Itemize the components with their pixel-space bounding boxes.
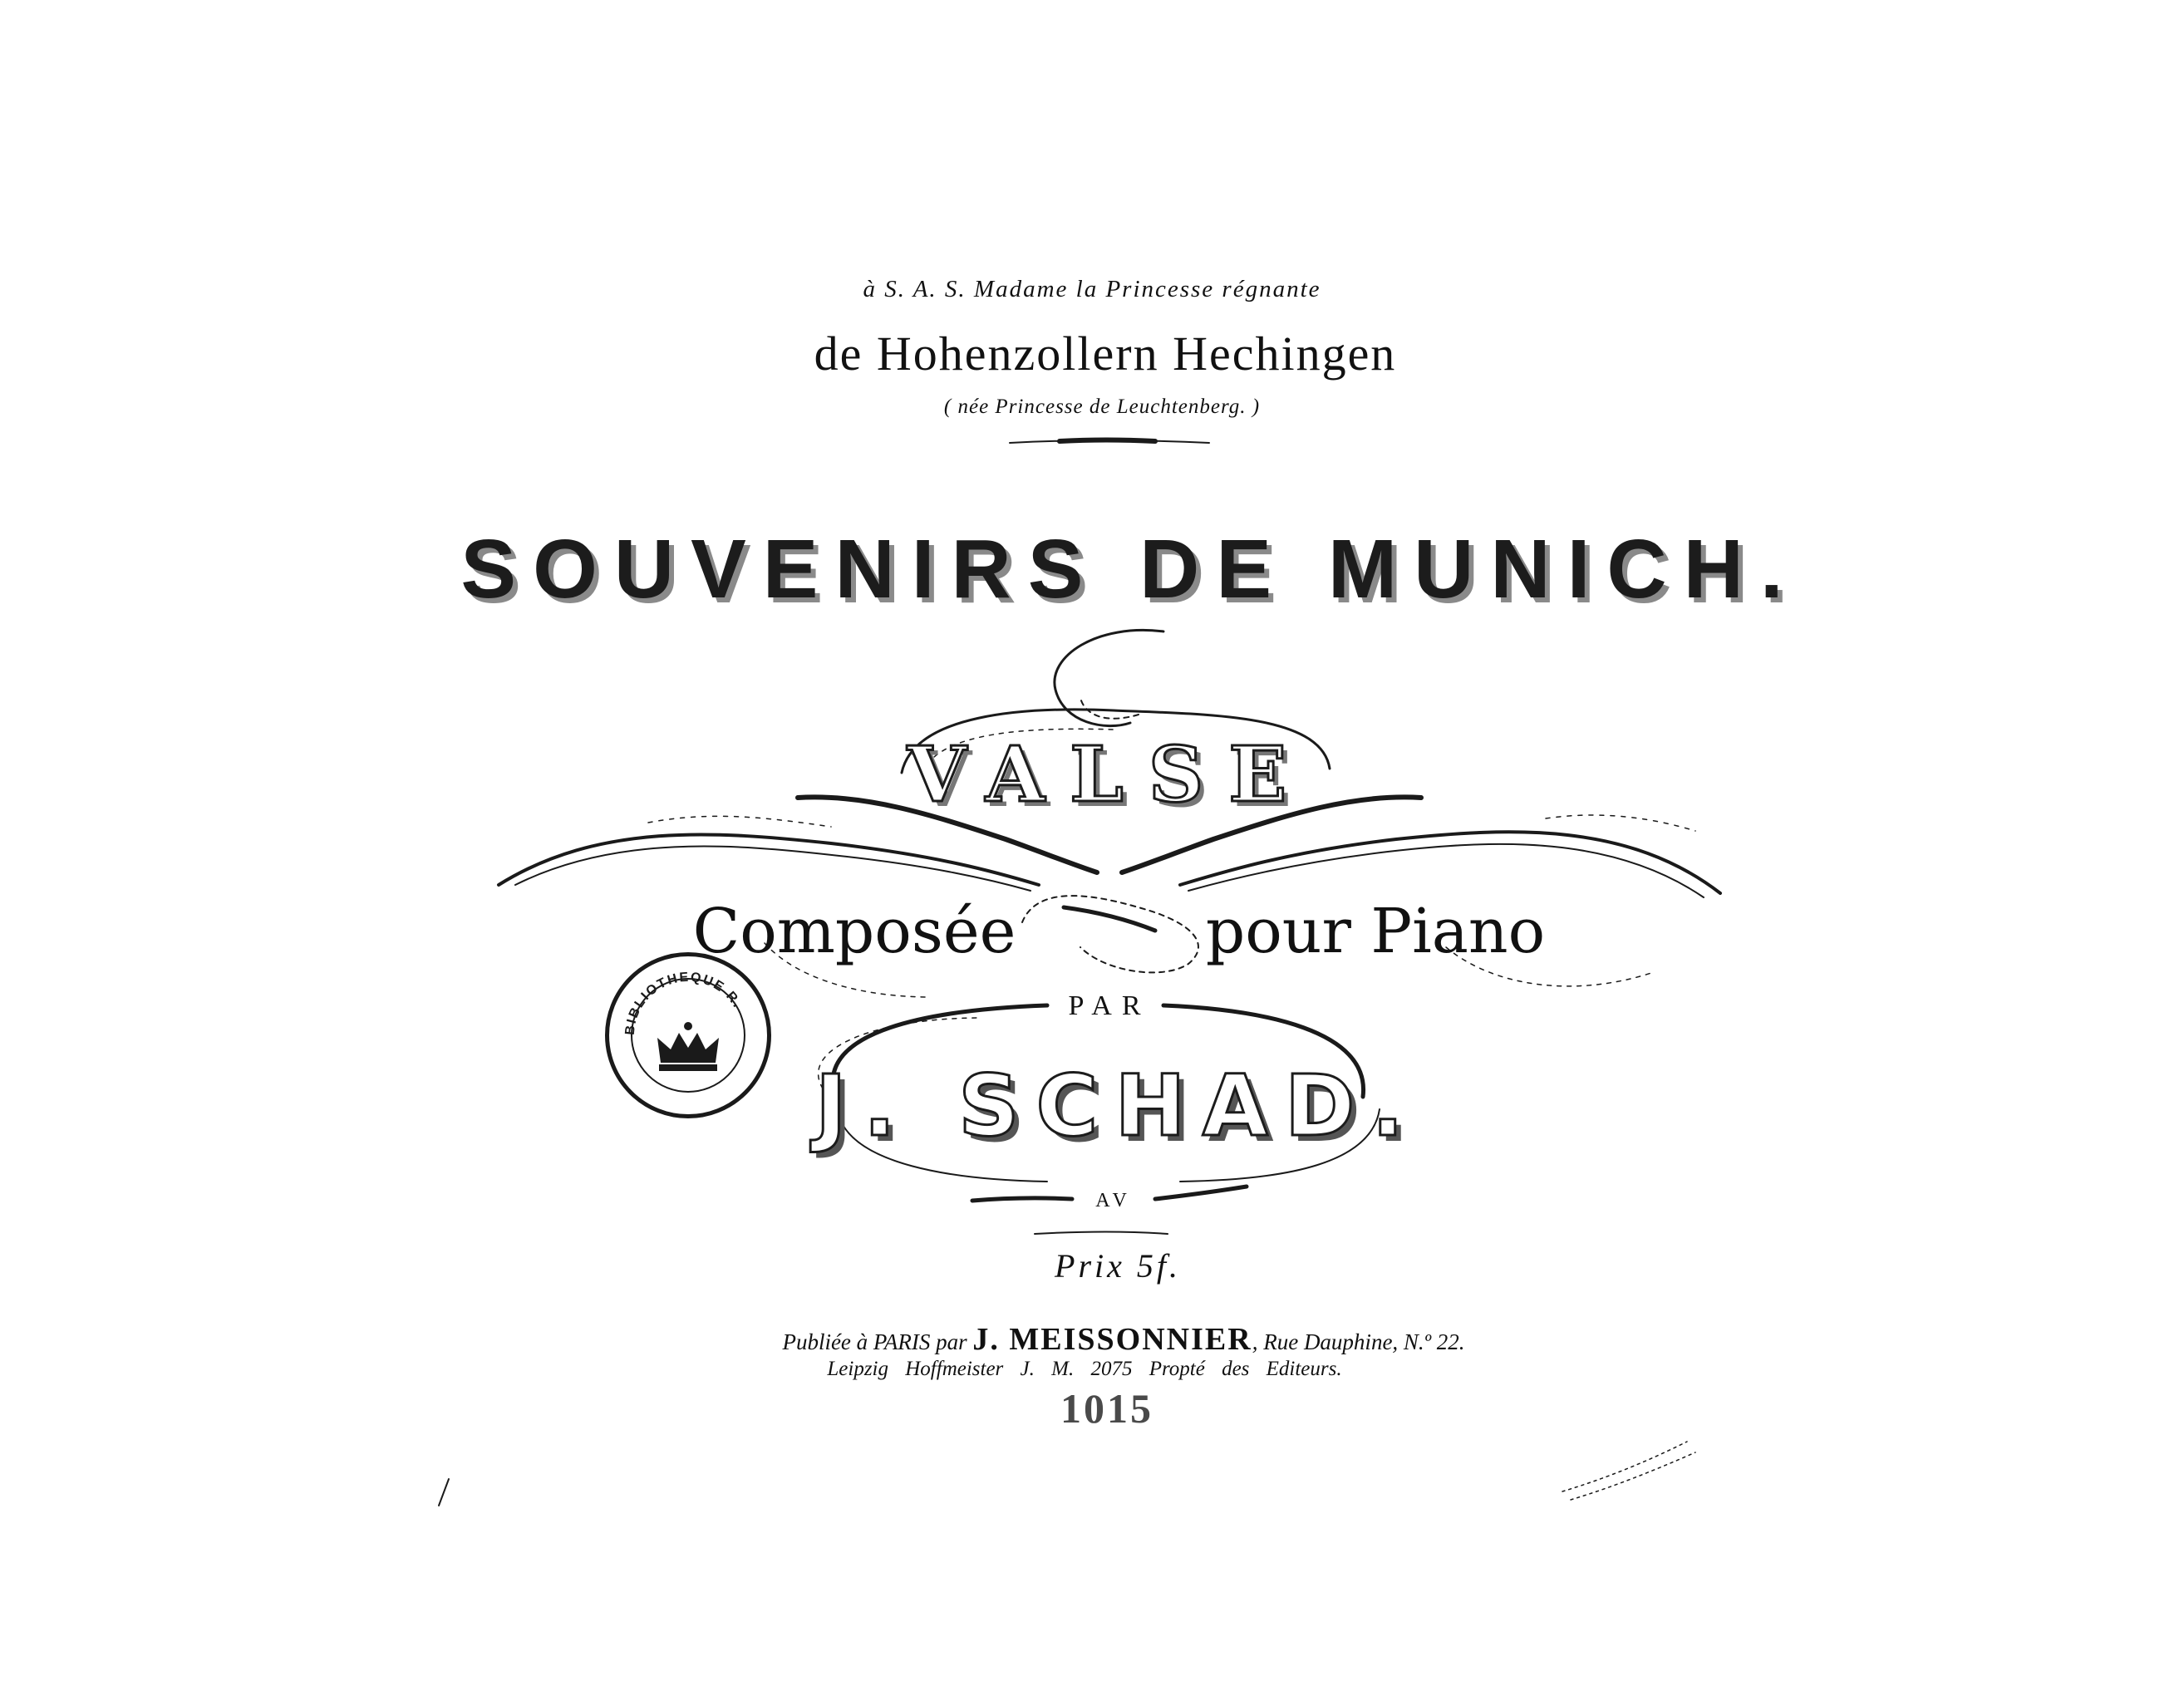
by-label: PAR xyxy=(1068,990,1151,1021)
dedication-line: à S. A. S. Madame la Princesse régnante xyxy=(863,276,1321,302)
library-stamp xyxy=(605,952,771,1118)
composer-name: J. SCHAD. xyxy=(814,1057,1421,1156)
published-prefix: Publiée à PARIS par xyxy=(782,1329,967,1354)
publisher-imprint xyxy=(782,1321,1464,1358)
dedicatee-birth-note: ( née Princesse de Leuchtenberg. ) xyxy=(943,396,1261,418)
co-publisher-line: Leipzig Hoffmeister J. M. 2075 Propté des Editeurs. xyxy=(827,1358,1342,1380)
price: Prix 5f. xyxy=(1055,1247,1181,1285)
opus-mark: AV xyxy=(1095,1190,1132,1211)
instrument-label: pour Piano xyxy=(1205,896,1546,967)
genre-title: VALSE xyxy=(907,730,1312,819)
composed-label: Composée xyxy=(692,896,1016,967)
publisher-address: , Rue Dauphine, N.º 22. xyxy=(1252,1329,1465,1354)
stamp-number: 1015 xyxy=(1060,1385,1153,1432)
publisher-name: J. MEISSONNIER xyxy=(972,1322,1252,1357)
crown-icon xyxy=(657,1022,719,1071)
dedicatee-name: de Hohenzollern Hechingen xyxy=(814,327,1397,381)
page-title: SOUVENIRS DE MUNICH. xyxy=(460,523,1800,616)
svg-text:BIBLIOTHEQUE R.: BIBLIOTHEQUE R. xyxy=(622,970,745,1036)
